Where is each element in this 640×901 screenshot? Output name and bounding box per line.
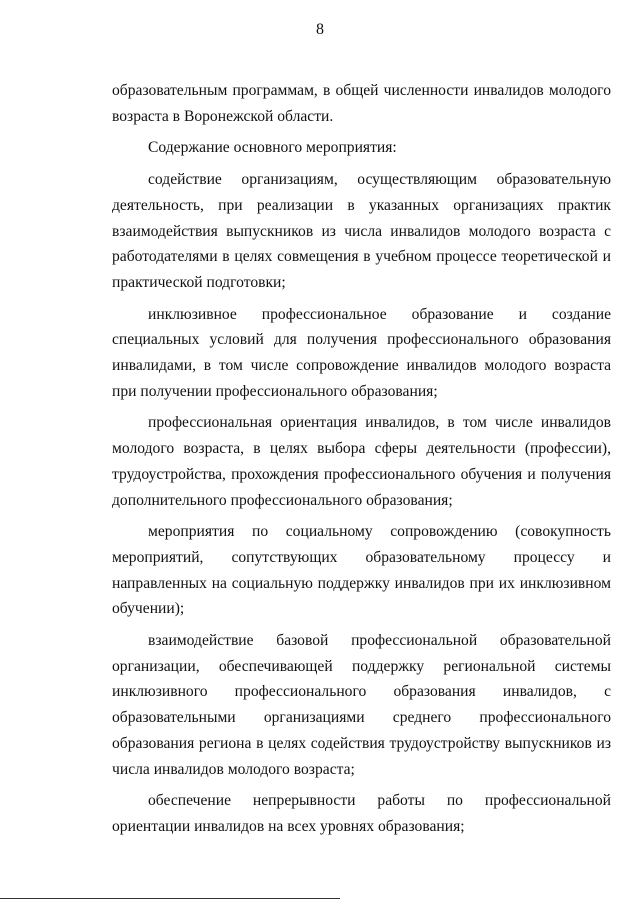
paragraph-item: мероприятия по социальному сопровождению (совокупность мероприятий, сопутствующих образовательному процессу и направленных на социальную поддержку инвалидов при их инклюзивном обучении);: [112, 523, 611, 618]
paragraph-continuation: образовательным программам, в общей численности инвалидов молодого возраста в Воронежской области.: [112, 82, 611, 125]
paragraph-item: содействие организациям, осуществляющим образовательную деятельность, при реализации в указанных организациях практик взаимодействия выпускников из числа инвалидов молодого возраста с работодателями в целях совмещения в учебном процессе теоретической и практической подготовки;: [112, 171, 611, 291]
paragraph-item: взаимодействие базовой профессиональной образовательной организации, обеспечивающей поддержку региональной системы инклюзивного профессионального образования инвалидов, с образовательными организациями среднего профессионального образования региона в целях содействия трудоустройству выпускников из числа инвалидов молодого возраста;: [112, 632, 611, 778]
paragraph-item: профессиональная ориентация инвалидов, в том числе инвалидов молодого возраста, в целях выбора сферы деятельности (профессии), трудоустройства, прохождения профессионального обучения и получения дополнительного профессионального образования;: [112, 414, 611, 509]
body-text: [112, 78, 611, 840]
paragraph-item: инклюзивное профессиональное образование и создание специальных условий для получения профессионального образования инвалидами, в том числе сопровождение инвалидов молодого возраста при получении профессионального образования;: [112, 305, 611, 400]
page-number: 8: [316, 21, 324, 38]
paragraph-item: обеспечение непрерывности работы по профессиональной ориентации инвалидов на всех уровнях образования;: [112, 792, 611, 835]
footer-rule: [0, 898, 340, 899]
paragraph-heading: Содержание основного мероприятия:: [148, 139, 397, 157]
